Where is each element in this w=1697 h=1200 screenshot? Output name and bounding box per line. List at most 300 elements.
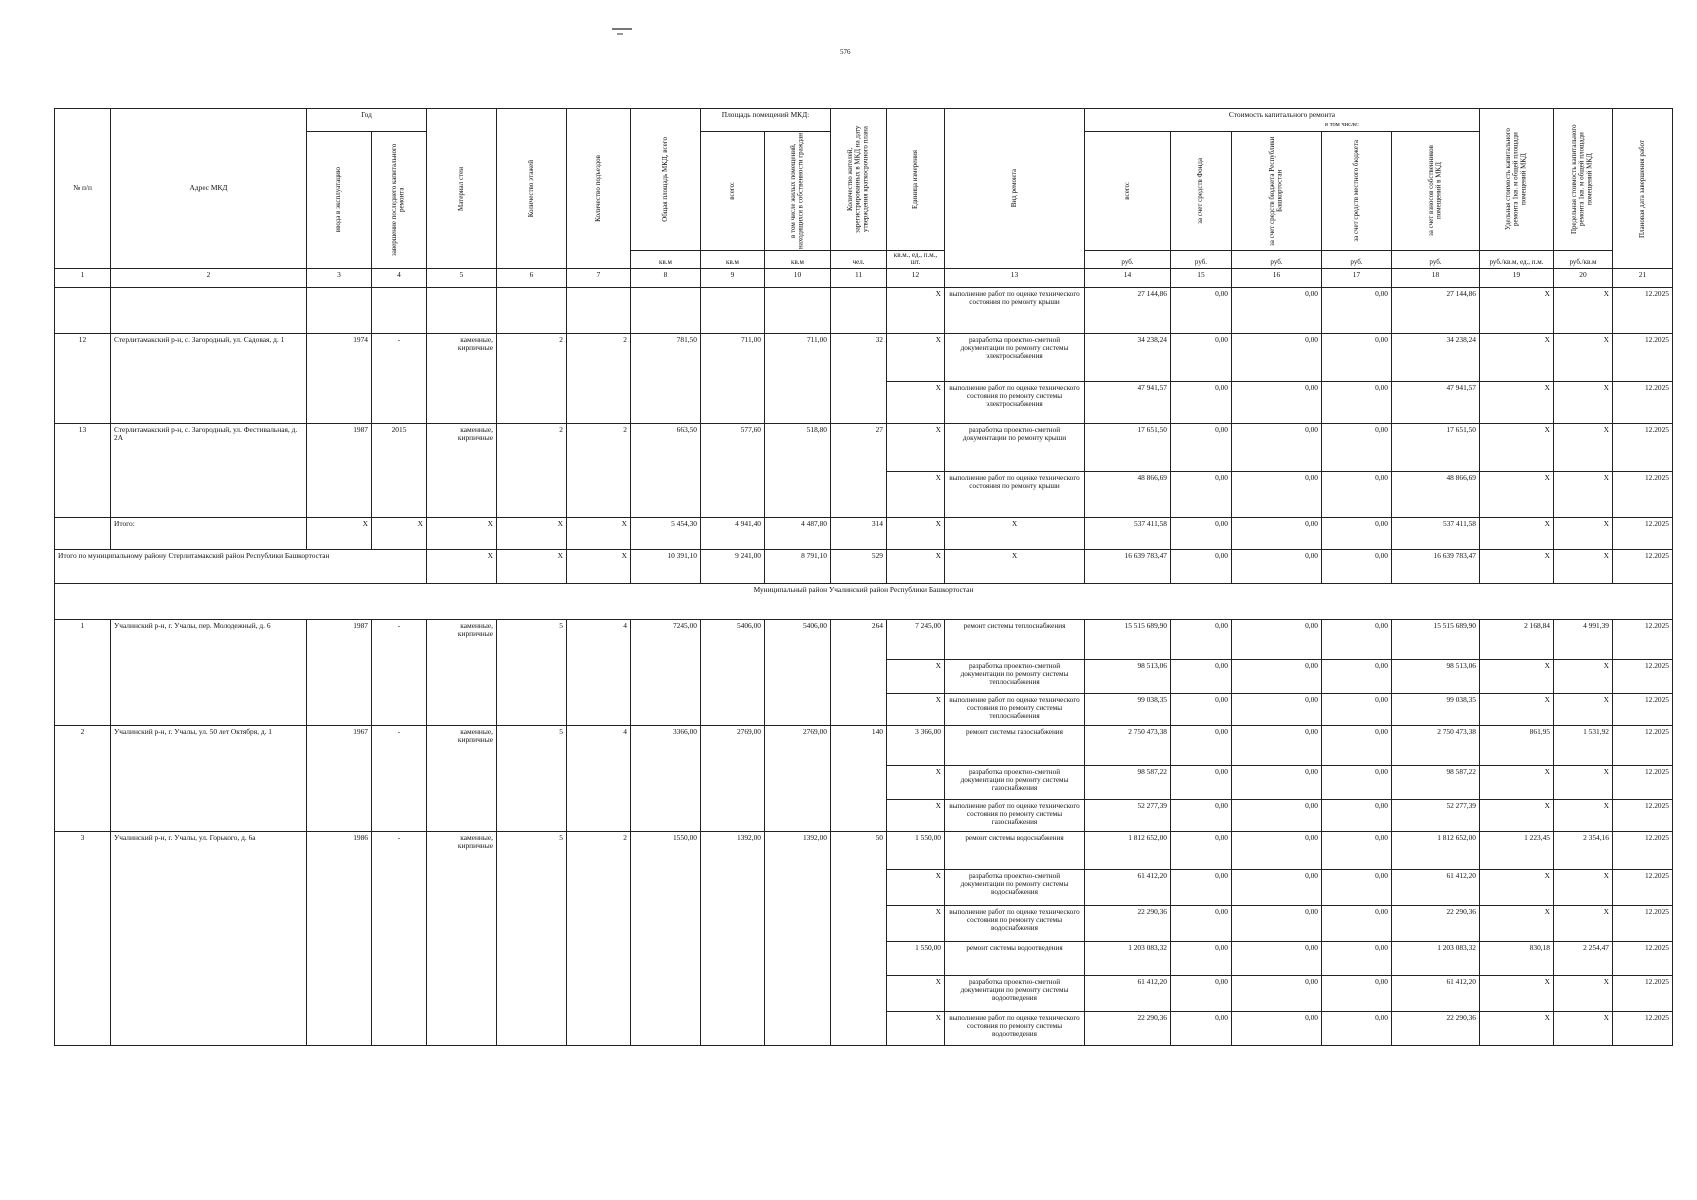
cost-rb: 0,00	[1232, 800, 1322, 832]
district-title: Муниципальный район Учалинский район Республики Башкортостан	[55, 584, 1673, 620]
cost-total: 99 038,35	[1085, 694, 1171, 726]
unit-cost: X	[1480, 288, 1554, 334]
subtotal-area-all: 4 941,40	[701, 518, 765, 550]
cost-fund: 0,00	[1171, 832, 1232, 870]
cost-local: 0,00	[1322, 424, 1392, 472]
area-private: 518,80	[765, 424, 831, 518]
unit-value: X	[887, 694, 945, 726]
cost-fund: 0,00	[1171, 800, 1232, 832]
cost-fund: 0,00	[1171, 870, 1232, 906]
deadline: 12.2025	[1613, 660, 1673, 694]
work-type: выполнение работ по оценке технического состояния по ремонту крыши	[945, 472, 1085, 518]
capital-repair-table	[54, 108, 1673, 1046]
x-mark: X	[887, 518, 945, 550]
subtotal-deadline: 12.2025	[1613, 518, 1673, 550]
cost-total: 27 144,86	[1085, 288, 1171, 334]
residents: 32	[831, 334, 887, 424]
year-repair: -	[372, 726, 427, 832]
work-type: выполнение работ по оценке технического состояния по ремонту системы газоснабжения	[945, 800, 1085, 832]
unit-cost: X	[1480, 660, 1554, 694]
deadline: 12.2025	[1613, 424, 1673, 472]
cost-total: 17 651,50	[1085, 424, 1171, 472]
total-area: 3366,00	[631, 726, 701, 832]
max-cost: X	[1554, 766, 1613, 800]
entrances: 4	[567, 620, 631, 726]
area-all: 1392,00	[701, 832, 765, 1046]
cost-total: 22 290,36	[1085, 906, 1171, 942]
work-type: ремонт системы газоснабжения	[945, 726, 1085, 766]
unit-cost: X	[1480, 424, 1554, 472]
walls: каменные, кирпичные	[427, 620, 497, 726]
max-cost: 2 254,47	[1554, 942, 1613, 976]
max-cost: X	[1554, 1012, 1613, 1046]
empty-cell	[307, 288, 372, 334]
unit-value: X	[887, 424, 945, 472]
unit-cost: X	[1480, 334, 1554, 382]
column-number: 16	[1232, 269, 1322, 288]
empty-cell	[497, 288, 567, 334]
deadline: 12.2025	[1613, 288, 1673, 334]
cost-local: 0,00	[1322, 906, 1392, 942]
unit-cell: руб./кв.м, ед., п.м.	[1480, 250, 1554, 269]
unit-value: 1 550,00	[887, 942, 945, 976]
cost-owners: 98 587,22	[1392, 766, 1480, 800]
header-year-group: Год	[307, 109, 427, 132]
max-cost: X	[1554, 870, 1613, 906]
cost-local: 0,00	[1322, 472, 1392, 518]
subtotal-area-private: 4 487,80	[765, 518, 831, 550]
column-number: 3	[307, 269, 372, 288]
total-area: 7245,00	[631, 620, 701, 726]
cost-rb: 0,00	[1232, 660, 1322, 694]
cost-local: 0,00	[1322, 976, 1392, 1012]
unit-cost: 2 168,84	[1480, 620, 1554, 660]
column-number: 11	[831, 269, 887, 288]
floors: 2	[497, 424, 567, 518]
cost-rb: 0,00	[1232, 334, 1322, 382]
empty-cell	[427, 288, 497, 334]
walls: каменные, кирпичные	[427, 832, 497, 1046]
district-residents: 529	[831, 550, 887, 584]
cost-total: 98 587,22	[1085, 766, 1171, 800]
header-incl: в том числе:	[1325, 121, 1359, 129]
cost-owners: 22 290,36	[1392, 906, 1480, 942]
header-max-cost: Предельная стоимость капитального ремонта 1кв. м общей площади помещений МКД	[1554, 109, 1613, 251]
year-repair: -	[372, 334, 427, 424]
column-number: 13	[945, 269, 1085, 288]
area-all: 711,00	[701, 334, 765, 424]
subtotal-label: Итого:	[111, 518, 307, 550]
header-budget-rb: за счет средств бюджета Республики Башкортостан	[1232, 131, 1322, 250]
cost-total: 2 750 473,38	[1085, 726, 1171, 766]
cost-local: 0,00	[1322, 832, 1392, 870]
x-mark: X	[567, 518, 631, 550]
unit-value: X	[887, 976, 945, 1012]
header-budget-local: за счет средств местного бюджета	[1322, 131, 1392, 250]
unit-cell: руб.	[1232, 250, 1322, 269]
cost-total: 61 412,20	[1085, 870, 1171, 906]
district-rb: 0,00	[1232, 550, 1322, 584]
header-walls: Материал стен	[427, 109, 497, 269]
cost-owners: 22 290,36	[1392, 1012, 1480, 1046]
unit-cost: 861,95	[1480, 726, 1554, 766]
cost-fund: 0,00	[1171, 424, 1232, 472]
x-mark: X	[427, 518, 497, 550]
unit-cell: руб.	[1392, 250, 1480, 269]
empty-cell	[701, 288, 765, 334]
max-cost: X	[1554, 694, 1613, 726]
deadline: 12.2025	[1613, 942, 1673, 976]
x-mark: X	[497, 550, 567, 584]
row-number: 2	[55, 726, 111, 832]
empty-cell	[831, 288, 887, 334]
unit-value: X	[887, 906, 945, 942]
floors: 2	[497, 334, 567, 424]
x-mark: X	[1554, 550, 1613, 584]
deadline: 12.2025	[1613, 976, 1673, 1012]
header-work-type: Вид ремонта	[945, 109, 1085, 269]
header-area-private: в том числе жилых помещений, находящихся в собственности граждан	[765, 131, 831, 250]
walls: каменные, кирпичные	[427, 334, 497, 424]
header-year-repair: завершение последнего капитального ремонта	[372, 131, 427, 269]
x-mark: X	[1480, 550, 1554, 584]
cost-owners: 15 515 689,90	[1392, 620, 1480, 660]
unit-cost: X	[1480, 870, 1554, 906]
column-number: 21	[1613, 269, 1673, 288]
cost-owners: 2 750 473,38	[1392, 726, 1480, 766]
entrances: 4	[567, 726, 631, 832]
cost-owners: 27 144,86	[1392, 288, 1480, 334]
header-residents: Количество жителей, зарегистрированных в МКД на дату утверждения краткосрочного плана	[831, 109, 887, 251]
unit-cell: руб.	[1171, 250, 1232, 269]
work-type: ремонт системы теплоснабжения	[945, 620, 1085, 660]
unit-value: X	[887, 660, 945, 694]
max-cost: 1 531,92	[1554, 726, 1613, 766]
scan-artifact	[617, 33, 623, 35]
cost-local: 0,00	[1322, 288, 1392, 334]
cost-rb: 0,00	[1232, 766, 1322, 800]
address: Учалинский р-н, г. Учалы, ул. Горького, д. 6а	[111, 832, 307, 1046]
cost-local: 0,00	[1322, 766, 1392, 800]
unit-cost: X	[1480, 766, 1554, 800]
x-mark: X	[427, 550, 497, 584]
cost-total: 1 203 083,32	[1085, 942, 1171, 976]
area-all: 577,60	[701, 424, 765, 518]
cost-fund: 0,00	[1171, 1012, 1232, 1046]
cost-total: 61 412,20	[1085, 976, 1171, 1012]
floors: 5	[497, 620, 567, 726]
unit-value: 7 245,00	[887, 620, 945, 660]
subtotal-rb: 0,00	[1232, 518, 1322, 550]
cost-owners: 99 038,35	[1392, 694, 1480, 726]
header-area-group: Площадь помещений МКД:	[701, 109, 831, 132]
area-private: 2769,00	[765, 726, 831, 832]
cost-rb: 0,00	[1232, 424, 1322, 472]
header-address: Адрес МКД	[111, 109, 307, 269]
unit-value: 1 550,00	[887, 832, 945, 870]
header-area-all: всего:	[701, 131, 765, 250]
max-cost: X	[1554, 382, 1613, 424]
year-repair: 2015	[372, 424, 427, 518]
cost-rb: 0,00	[1232, 870, 1322, 906]
x-mark: X	[372, 518, 427, 550]
cost-total: 98 513,06	[1085, 660, 1171, 694]
unit-cost: X	[1480, 694, 1554, 726]
cost-fund: 0,00	[1171, 942, 1232, 976]
unit-cost: X	[1480, 382, 1554, 424]
cost-rb: 0,00	[1232, 906, 1322, 942]
district-area-all: 9 241,00	[701, 550, 765, 584]
cost-local: 0,00	[1322, 620, 1392, 660]
unit-cost: X	[1480, 800, 1554, 832]
header-unit-cost: Удельная стоимость капитального ремонта 1кв. м общей площади помещений МКД	[1480, 109, 1554, 251]
empty-cell	[567, 288, 631, 334]
residents: 140	[831, 726, 887, 832]
total-area: 781,50	[631, 334, 701, 424]
unit-value: X	[887, 472, 945, 518]
cost-total: 52 277,39	[1085, 800, 1171, 832]
district-total-label: Итого по муниципальному району Стерлитамакский район Республики Башкортостан	[55, 550, 427, 584]
year-repair: -	[372, 620, 427, 726]
cost-fund: 0,00	[1171, 288, 1232, 334]
area-private: 1392,00	[765, 832, 831, 1046]
cost-fund: 0,00	[1171, 694, 1232, 726]
header-total-area: Общая площадь МКД, всего	[631, 109, 701, 251]
x-mark: X	[887, 550, 945, 584]
district-owners: 16 639 783,47	[1392, 550, 1480, 584]
header-owners: за счет взносов собственников помещений в МКД	[1392, 131, 1480, 250]
district-area: 10 391,10	[631, 550, 701, 584]
deadline: 12.2025	[1613, 472, 1673, 518]
row-number: 1	[55, 620, 111, 726]
deadline: 12.2025	[1613, 334, 1673, 382]
cost-rb: 0,00	[1232, 620, 1322, 660]
cost-fund: 0,00	[1171, 382, 1232, 424]
cost-rb: 0,00	[1232, 976, 1322, 1012]
residents: 50	[831, 832, 887, 1046]
column-number: 7	[567, 269, 631, 288]
unit-cell: чел.	[831, 250, 887, 269]
work-type: ремонт системы водоотведения	[945, 942, 1085, 976]
address: Стерлитамакский р-н, с. Загородный, ул. Фестивальная, д. 2А	[111, 424, 307, 518]
empty-cell	[372, 288, 427, 334]
cost-fund: 0,00	[1171, 726, 1232, 766]
x-mark: X	[567, 550, 631, 584]
unit-cost: X	[1480, 1012, 1554, 1046]
column-number: 10	[765, 269, 831, 288]
entrances: 2	[567, 832, 631, 1046]
work-type: разработка проектно-сметной документации по ремонту крыши	[945, 424, 1085, 472]
cost-owners: 47 941,57	[1392, 382, 1480, 424]
cost-owners: 1 203 083,32	[1392, 942, 1480, 976]
x-mark: X	[945, 550, 1085, 584]
cost-local: 0,00	[1322, 870, 1392, 906]
x-mark: X	[497, 518, 567, 550]
row-number: 12	[55, 334, 111, 424]
floors: 5	[497, 726, 567, 832]
cost-local: 0,00	[1322, 942, 1392, 976]
unit-cell: кв.м	[701, 250, 765, 269]
area-all: 2769,00	[701, 726, 765, 832]
work-type: разработка проектно-сметной документации по ремонту системы теплоснабжения	[945, 660, 1085, 694]
year-built: 1986	[307, 832, 372, 1046]
year-repair: -	[372, 832, 427, 1046]
cost-rb: 0,00	[1232, 726, 1322, 766]
header-floors: Количество этажей	[497, 109, 567, 269]
header-year-built: ввода в эксплуатацию	[307, 131, 372, 269]
cost-rb: 0,00	[1232, 832, 1322, 870]
cost-rb: 0,00	[1232, 472, 1322, 518]
column-number: 20	[1554, 269, 1613, 288]
floors: 5	[497, 832, 567, 1046]
subtotal-cost: 537 411,58	[1085, 518, 1171, 550]
unit-cell: руб./кв.м	[1554, 250, 1613, 269]
cost-local: 0,00	[1322, 382, 1392, 424]
column-number: 14	[1085, 269, 1171, 288]
cost-local: 0,00	[1322, 726, 1392, 766]
max-cost: 4 991,39	[1554, 620, 1613, 660]
unit-cell: руб.	[1322, 250, 1392, 269]
x-mark: X	[945, 518, 1085, 550]
header-unit: Единица измерения	[887, 109, 945, 251]
area-private: 5406,00	[765, 620, 831, 726]
column-number: 15	[1171, 269, 1232, 288]
header-fund: за счет средств Фонда	[1171, 131, 1232, 250]
column-number: 2	[111, 269, 307, 288]
area-private: 711,00	[765, 334, 831, 424]
deadline: 12.2025	[1613, 832, 1673, 870]
unit-value: X	[887, 288, 945, 334]
x-mark: X	[307, 518, 372, 550]
cost-fund: 0,00	[1171, 976, 1232, 1012]
scan-artifact	[612, 28, 632, 30]
walls: каменные, кирпичные	[427, 424, 497, 518]
unit-cost: X	[1480, 976, 1554, 1012]
cost-fund: 0,00	[1171, 620, 1232, 660]
cost-fund: 0,00	[1171, 906, 1232, 942]
deadline: 12.2025	[1613, 726, 1673, 766]
unit-value: X	[887, 334, 945, 382]
district-deadline: 12.2025	[1613, 550, 1673, 584]
max-cost: X	[1554, 424, 1613, 472]
total-area: 663,50	[631, 424, 701, 518]
max-cost: X	[1554, 288, 1613, 334]
year-built: 1987	[307, 424, 372, 518]
column-number: 1	[55, 269, 111, 288]
header-cost-group: Стоимость капитального ремонта в том числе:	[1085, 109, 1480, 132]
max-cost: X	[1554, 976, 1613, 1012]
address: Стерлитамакский р-н, с. Загородный, ул. Садовая, д. 1	[111, 334, 307, 424]
residents: 27	[831, 424, 887, 518]
cost-fund: 0,00	[1171, 766, 1232, 800]
cost-local: 0,00	[1322, 1012, 1392, 1046]
column-number: 8	[631, 269, 701, 288]
max-cost: X	[1554, 800, 1613, 832]
header-n: № п/п	[55, 109, 111, 269]
year-built: 1974	[307, 334, 372, 424]
max-cost: X	[1554, 334, 1613, 382]
unit-value: X	[887, 870, 945, 906]
cost-local: 0,00	[1322, 660, 1392, 694]
address: Учалинский р-н, г. Учалы, пер. Молодежный, д. 6	[111, 620, 307, 726]
year-built: 1967	[307, 726, 372, 832]
empty-cell	[55, 518, 111, 550]
unit-value: 3 366,00	[887, 726, 945, 766]
cost-local: 0,00	[1322, 694, 1392, 726]
cost-rb: 0,00	[1232, 382, 1322, 424]
cost-rb: 0,00	[1232, 288, 1322, 334]
cost-rb: 0,00	[1232, 694, 1322, 726]
subtotal-local: 0,00	[1322, 518, 1392, 550]
deadline: 12.2025	[1613, 620, 1673, 660]
column-number: 19	[1480, 269, 1554, 288]
unit-cost: 830,18	[1480, 942, 1554, 976]
cost-total: 47 941,57	[1085, 382, 1171, 424]
district-local: 0,00	[1322, 550, 1392, 584]
subtotal-area: 5 454,30	[631, 518, 701, 550]
max-cost: 2 354,16	[1554, 832, 1613, 870]
cost-total: 22 290,36	[1085, 1012, 1171, 1046]
district-area-private: 8 791,10	[765, 550, 831, 584]
column-number: 4	[372, 269, 427, 288]
unit-value: X	[887, 382, 945, 424]
deadline: 12.2025	[1613, 906, 1673, 942]
column-number: 17	[1322, 269, 1392, 288]
deadline: 12.2025	[1613, 382, 1673, 424]
work-type: выполнение работ по оценке технического состояния по ремонту крыши	[945, 288, 1085, 334]
walls: каменные, кирпичные	[427, 726, 497, 832]
work-type: выполнение работ по оценке технического состояния по ремонту системы теплоснабжения	[945, 694, 1085, 726]
subtotal-owners: 537 411,58	[1392, 518, 1480, 550]
cost-rb: 0,00	[1232, 1012, 1322, 1046]
unit-value: X	[887, 766, 945, 800]
x-mark: X	[1554, 518, 1613, 550]
deadline: 12.2025	[1613, 766, 1673, 800]
unit-cost: X	[1480, 906, 1554, 942]
cost-total: 48 866,69	[1085, 472, 1171, 518]
header-entrances: Количество подъездов	[567, 109, 631, 269]
empty-cell	[765, 288, 831, 334]
cost-fund: 0,00	[1171, 334, 1232, 382]
district-fund: 0,00	[1171, 550, 1232, 584]
cost-owners: 61 412,20	[1392, 870, 1480, 906]
empty-cell	[631, 288, 701, 334]
work-type: разработка проектно-сметной документации по ремонту системы газоснабжения	[945, 766, 1085, 800]
cost-total: 1 812 652,00	[1085, 832, 1171, 870]
header-deadline: Плановая дата завершения работ	[1613, 109, 1673, 269]
unit-cost: X	[1480, 472, 1554, 518]
unit-value: X	[887, 800, 945, 832]
cost-fund: 0,00	[1171, 472, 1232, 518]
work-type: выполнение работ по оценке технического состояния по ремонту системы электроснабжения	[945, 382, 1085, 424]
work-type: выполнение работ по оценке технического состояния по ремонту системы водоотведения	[945, 1012, 1085, 1046]
area-all: 5406,00	[701, 620, 765, 726]
empty-cell	[55, 288, 111, 334]
column-number: 9	[701, 269, 765, 288]
row-number: 13	[55, 424, 111, 518]
max-cost: X	[1554, 660, 1613, 694]
cost-local: 0,00	[1322, 800, 1392, 832]
empty-cell	[111, 288, 307, 334]
unit-cell: руб.	[1085, 250, 1171, 269]
cost-owners: 52 277,39	[1392, 800, 1480, 832]
unit-cell: кв.м	[765, 250, 831, 269]
cost-owners: 61 412,20	[1392, 976, 1480, 1012]
header-cost-total: всего:	[1085, 131, 1171, 250]
district-cost: 16 639 783,47	[1085, 550, 1171, 584]
deadline: 12.2025	[1613, 694, 1673, 726]
unit-cell: кв.м	[631, 250, 701, 269]
